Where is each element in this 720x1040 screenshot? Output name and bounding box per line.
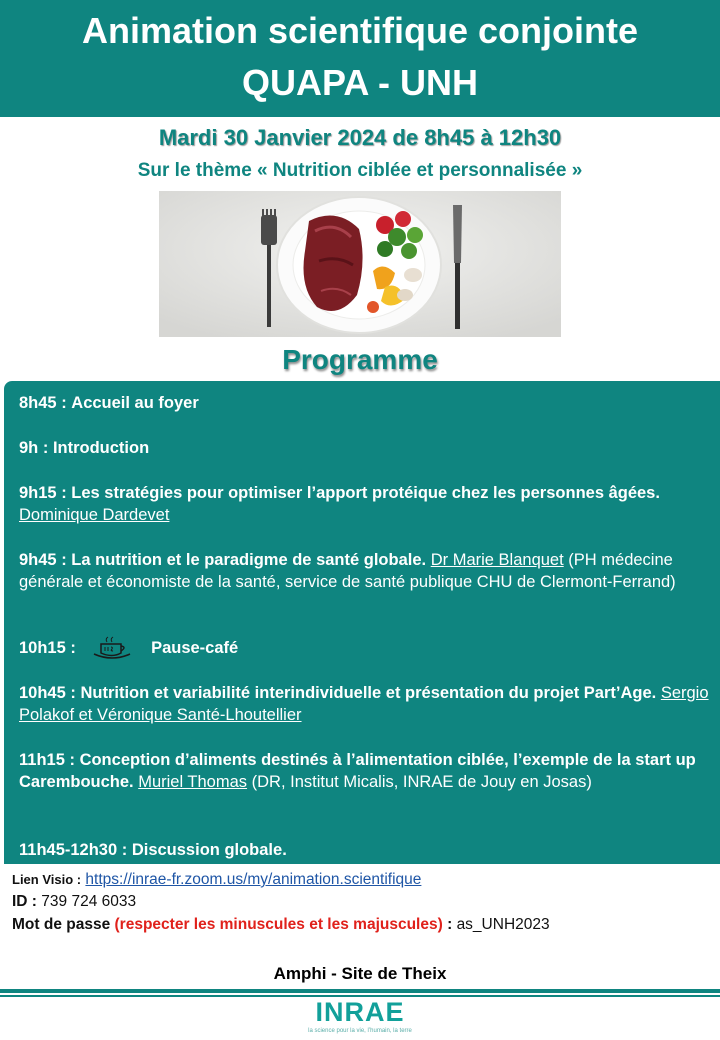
speaker-link[interactable]: Sergio Polakof et Véronique Santé-Lhoutellier: [19, 684, 709, 724]
item-title: Pause-café: [151, 639, 239, 657]
visio-id-value: 739 724 6033: [41, 893, 137, 910]
coffee-cup-icon: [90, 636, 134, 662]
program-panel: [4, 381, 720, 864]
logo-tagline: la science pour la vie, l’humain, la terre: [308, 1028, 412, 1034]
item-title: Accueil au foyer: [71, 394, 199, 412]
program-item-protein: [19, 482, 709, 526]
footer-divider: [0, 989, 720, 993]
visio-link-label: Lien Visio :: [12, 872, 82, 887]
program-item-global-health: [19, 549, 709, 593]
item-time: 9h :: [19, 439, 49, 457]
password-value: as_UNH2023: [456, 916, 550, 933]
header-banner: [0, 0, 720, 117]
item-title: Conception d’aliments destinés à l’alimentation ciblée, l’exemple de la start up Carembouche.: [19, 751, 696, 791]
visio-password-line: [12, 916, 550, 934]
visio-id-label: ID :: [12, 893, 37, 910]
visio-id-line: [12, 893, 136, 911]
visio-link[interactable]: https://inrae-fr.zoom.us/my/animation.scientifique: [85, 871, 422, 888]
program-item-discussion: [19, 839, 709, 861]
item-time: 11h15 :: [19, 751, 75, 769]
event-theme: Sur le thème « Nutrition ciblée et personnalisée »: [137, 160, 583, 181]
program-item-welcome: [19, 392, 709, 414]
item-time: 9h45 :: [19, 551, 67, 569]
program-item-carembouche: [19, 749, 709, 793]
item-title: Les stratégies pour optimiser l’apport protéique chez les personnes âgées.: [71, 484, 660, 502]
item-title: Discussion globale.: [131, 841, 287, 859]
page-subtitle: QUAPA - UNH: [242, 62, 478, 103]
program-heading: Programme: [282, 344, 438, 375]
program-item-introduction: [19, 437, 709, 459]
item-title: La nutrition et le paradigme de santé globale.: [71, 551, 427, 569]
speaker-link[interactable]: Dr Marie Blanquet: [430, 551, 564, 569]
food-plate-image: [159, 191, 561, 337]
logo-text: INRAE: [315, 997, 405, 1027]
inrae-logo: [300, 997, 420, 1037]
item-title: Nutrition et variabilité interindividuelle et présentation du projet Part’Age.: [80, 684, 657, 702]
speaker-link[interactable]: Muriel Thomas: [138, 773, 248, 791]
speaker-detail: (PH médecine générale et économiste de la santé, service de santé publique CHU de Clermont-Ferrand): [19, 551, 676, 591]
event-location: Amphi - Site de Theix: [273, 964, 447, 983]
item-time: 10h45 :: [19, 684, 76, 702]
event-date: Mardi 30 Janvier 2024 de 8h45 à 12h30: [158, 125, 562, 150]
speaker-detail: (DR, Institut Micalis, INRAE de Jouy en Josas): [251, 773, 592, 791]
item-time: 8h45 :: [19, 394, 67, 412]
visio-link-line: [12, 871, 421, 889]
password-note: (respecter les minuscules et les majuscules): [114, 916, 443, 933]
speaker-link[interactable]: Dominique Dardevet: [19, 506, 170, 524]
password-colon: :: [447, 916, 453, 933]
password-label: Mot de passe: [12, 916, 111, 933]
item-title: Introduction: [52, 439, 150, 457]
program-item-variability: [19, 682, 709, 726]
item-time: 10h15 :: [19, 639, 76, 657]
page-title: Animation scientifique conjointe: [81, 10, 639, 51]
item-time: 9h15 :: [19, 484, 67, 502]
program-item-coffee-break: [19, 635, 709, 662]
item-time: 11h45-12h30 :: [19, 841, 128, 859]
